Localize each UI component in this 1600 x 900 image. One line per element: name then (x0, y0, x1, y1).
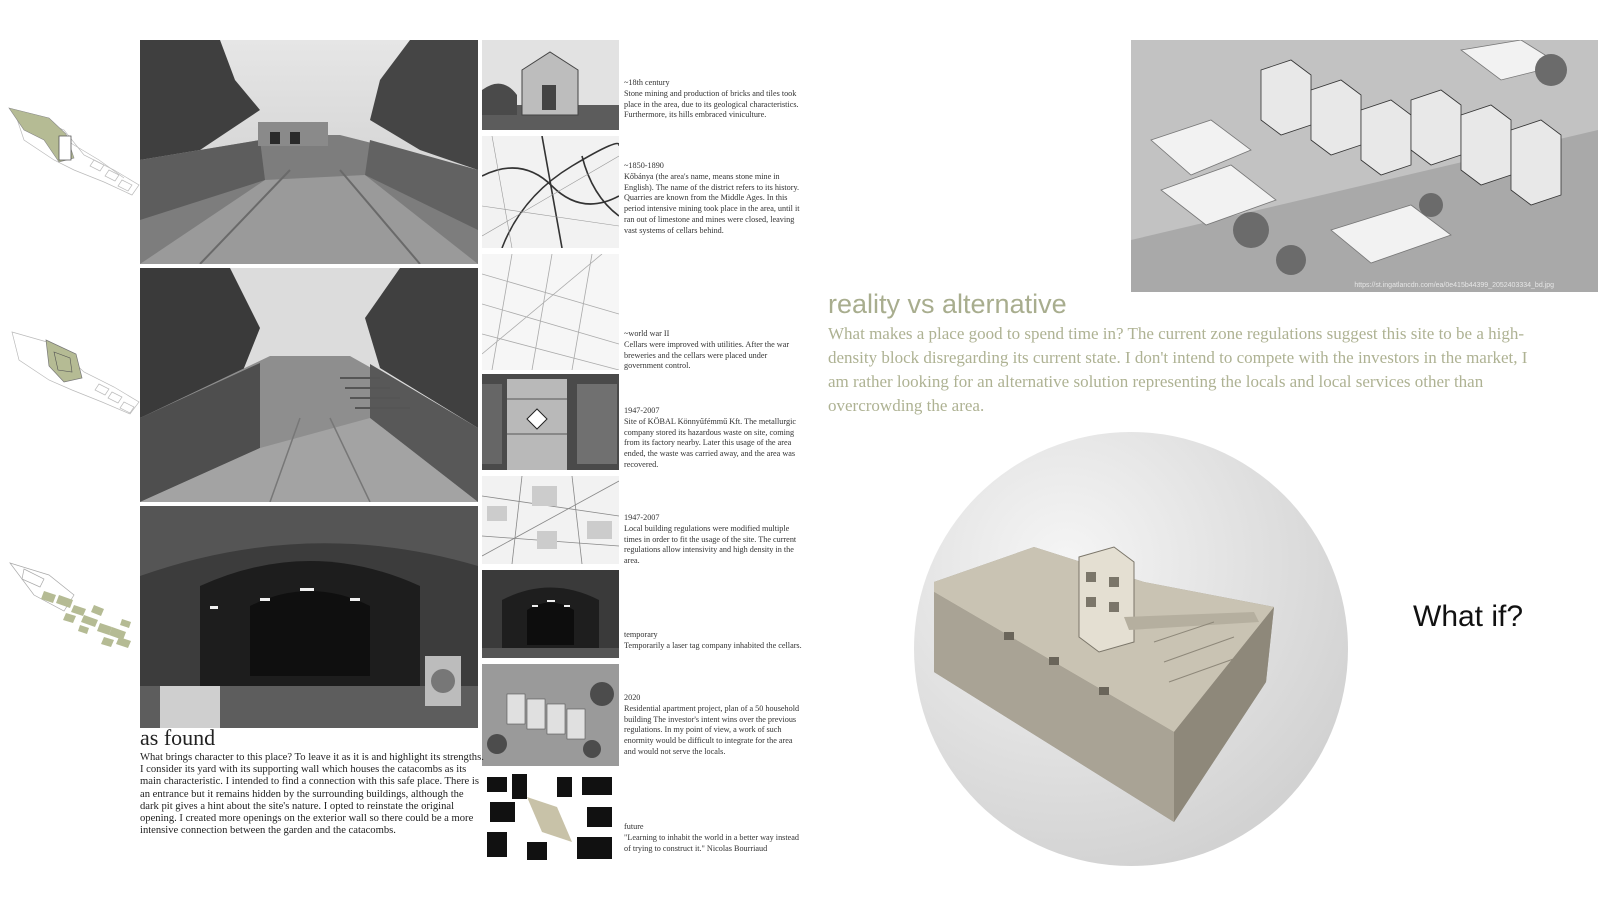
timeline-date: future (624, 822, 644, 831)
thumb-cellar-plan (482, 254, 619, 370)
timeline-entry (624, 630, 806, 652)
reality-text: What makes a place good to spend time in? The current zone regulations suggest this site to be a high-density block disregarding its current state. I don't intend to compete with the investors in the market, I am rather looking for an alternative solution representing the locals and local services other than overcrowding the area. (828, 324, 1528, 415)
thumb-historic-chapel (482, 40, 619, 130)
timeline-entry (624, 161, 806, 237)
timeline-date: temporary (624, 630, 658, 639)
timeline-text: Kőbánya (the area's name, means stone mine in English). The name of the district refers to its history. Quarries are known from the Middle Ages. In this period intensive mining took place in the area, until it ran out of limestone and mines were closed, leaving vast systems of cellars behind. (624, 171, 800, 235)
thumb-hazardous-barrels (482, 374, 619, 470)
timeline-entry (624, 693, 806, 758)
timeline-text: Site of KÖBAL Könnyűfémmű Kft. The metallurgic company stored its hazardous waste on site, coming from its factory nearby. Later this usage of the area ended, the waste was carried away, and the area was recovered. (624, 416, 796, 469)
site-plan-courtyard-highlight (4, 322, 144, 442)
image-credit: https://st.ingatlancdn.com/ea/0e415b44399_2052403334_bd.jpg (1354, 282, 1554, 289)
timeline-text: Cellars were improved with utilities. After the war breweries and the cellars were placed under government control. (624, 339, 790, 371)
photo-investor-render (1131, 40, 1598, 292)
timeline-date: 2020 (624, 693, 641, 702)
timeline-date: 1947-2007 (624, 406, 660, 415)
photo-model-circle (914, 432, 1348, 866)
thumb-future-figure-ground (482, 772, 619, 864)
timeline-date: ~18th century (624, 78, 670, 87)
as-found-heading: as found (140, 725, 216, 750)
photo-catacomb-tunnel (140, 506, 478, 728)
timeline-date: 1947-2007 (624, 513, 660, 522)
what-if-heading: What if? (1413, 600, 1524, 633)
thumb-laser-tag-cellar (482, 570, 619, 658)
photo-site-courtyard (140, 268, 478, 502)
site-plan-catacombs-highlight (4, 555, 144, 675)
timeline-date: ~1850-1890 (624, 161, 664, 170)
timeline-entry (624, 513, 806, 567)
timeline-entry (624, 329, 806, 372)
timeline-date: ~world war II (624, 329, 670, 338)
timeline-text: Stone mining and production of bricks and tiles took place in the area, due to its geological characteristics. Furthermore, its hills embraced viniculture. (624, 88, 799, 120)
timeline-text: Local building regulations were modified multiple times in order to fit the usage of the site. The current regulations allow intensivity and high density in the area. (624, 523, 797, 566)
thumb-historic-mine-map (482, 136, 619, 248)
photo-site-yard (140, 40, 478, 264)
timeline-text: "Learning to inhabit the world in a better way instead of trying to construct it." Nicolas Bourriaud (624, 832, 799, 853)
timeline-entry (624, 406, 806, 471)
reality-heading: reality vs alternative (828, 289, 1067, 319)
timeline-text: Residential apartment project, plan of a 50 household building The investor's intent wins over the previous regulations. In my point of view, a work of such enormity would be difficult to integrate for the area and would not serve the locals. (624, 703, 800, 756)
timeline-text: Temporarily a laser tag company inhabited the cellars. (624, 640, 802, 650)
as-found-text: What brings character to this place? To leave it as it is and highlight its strengths. I consider its yard with its supporting wall which houses the catacombs as its main characteristic. I intended to find a connection with this safe place. There is an entrance but it remains hidden by the surrounding buildings, although the dark pit gives a hint about the site's nature. I opted to reinstate the original opening. I created more openings on the exterior wall so there could be a more intensive connection between the garden and the catacombs. (140, 752, 484, 837)
thumb-apartment-render (482, 664, 619, 766)
thumb-regulation-map (482, 476, 619, 564)
timeline-entry (624, 78, 806, 121)
site-plan-yard-highlight (4, 100, 144, 220)
timeline-entry (624, 822, 806, 854)
